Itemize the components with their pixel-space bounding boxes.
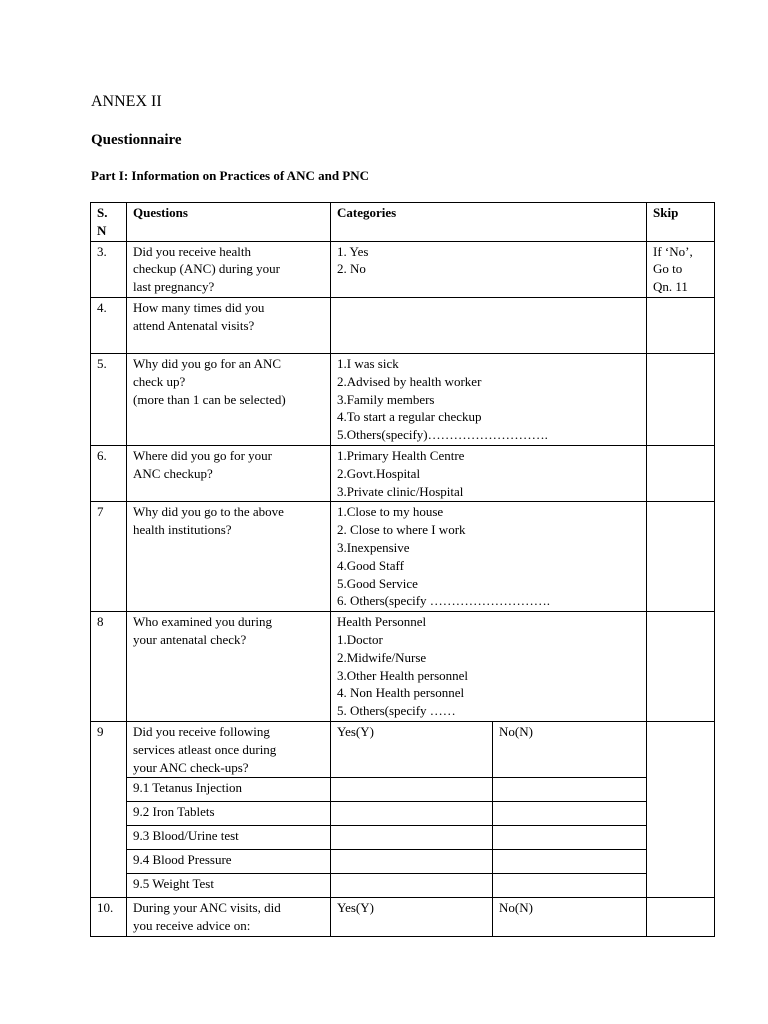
annex-heading: ANNEX II (91, 93, 162, 110)
table-row (91, 502, 715, 612)
question-line: Why did you go to the above (133, 504, 284, 520)
category-option: 5.Others(specify)………………………. (337, 427, 548, 443)
category-option: 2. Close to where I work (337, 522, 466, 538)
header-sn-line: N (97, 222, 107, 238)
row-categories (331, 445, 647, 501)
row-sn: 6. (91, 445, 127, 501)
category-option: 3.Private clinic/Hospital (337, 483, 464, 499)
no-cell (493, 874, 647, 898)
category-option: 5.Good Service (337, 575, 418, 591)
part-title: Part I: Information on Practices of ANC and PNC (91, 168, 370, 183)
header-sn (91, 203, 127, 242)
row-categories (331, 241, 647, 297)
category-option: 2. No (337, 261, 366, 277)
question-line: Where did you go for your (133, 447, 272, 463)
header-skip: Skip (647, 203, 715, 242)
row-sn: 7 (91, 502, 127, 612)
question-line: your ANC check-ups? (133, 759, 249, 775)
row-question (127, 445, 331, 501)
question-line: checkup (ANC) during your (133, 261, 280, 277)
row-question (127, 353, 331, 445)
question-line: Why did you go for an ANC (133, 355, 282, 371)
category-option: 2.Advised by health worker (337, 373, 482, 389)
service-item: 9.4 Blood Pressure (127, 850, 331, 874)
category-option: 4.To start a regular checkup (337, 409, 482, 425)
question-line: your antenatal check? (133, 631, 247, 647)
category-option: 3.Family members (337, 391, 435, 407)
row-skip (647, 241, 715, 297)
question-line: During your ANC visits, did (133, 900, 281, 916)
no-cell (493, 778, 647, 802)
question-line: Did you receive health (133, 243, 252, 259)
question-line: last pregnancy? (133, 279, 215, 295)
category-option: 2.Midwife/Nurse (337, 649, 427, 665)
table-header-row (91, 203, 715, 242)
row-skip (647, 297, 715, 353)
skip-instruction: Qn. 11 (653, 279, 688, 295)
category-option: 2.Govt.Hospital (337, 465, 421, 481)
row-categories (331, 297, 647, 353)
yes-cell (331, 802, 493, 826)
yes-cell (331, 778, 493, 802)
yes-cell (331, 874, 493, 898)
table-row (91, 297, 715, 353)
row-skip (647, 502, 715, 612)
question-line: Did you receive following (133, 723, 270, 739)
category-option: 5. Others(specify …… (337, 703, 456, 719)
question-line: (more than 1 can be selected) (133, 391, 286, 407)
service-row (91, 874, 715, 898)
category-option: 3.Inexpensive (337, 539, 410, 555)
yes-column-header: Yes(Y) (331, 721, 493, 777)
category-option: 1. Yes (337, 243, 369, 259)
row-skip (647, 612, 715, 722)
table-row (91, 612, 715, 722)
row-question (127, 502, 331, 612)
category-option: 3.Other Health personnel (337, 667, 469, 683)
row-question (127, 241, 331, 297)
category-option: Health Personnel (337, 614, 427, 630)
row-categories (331, 353, 647, 445)
service-row (91, 826, 715, 850)
header-sn-line: S. (97, 205, 108, 220)
skip-instruction: Go to (653, 261, 683, 277)
header-categories: Categories (331, 203, 647, 242)
table-row (91, 445, 715, 501)
row-question (127, 721, 331, 777)
no-cell (493, 802, 647, 826)
row-skip (647, 898, 715, 937)
service-item: 9.1 Tetanus Injection (127, 778, 331, 802)
row-categories (331, 612, 647, 722)
questionnaire-table (90, 202, 715, 937)
question-line: check up? (133, 373, 186, 389)
row-categories (331, 502, 647, 612)
row-question (127, 297, 331, 353)
table-row (91, 353, 715, 445)
no-column-header: No(N) (493, 721, 647, 777)
row-sn: 3. (91, 241, 127, 297)
yes-cell (331, 826, 493, 850)
service-item: 9.3 Blood/Urine test (127, 826, 331, 850)
row-sn: 10. (91, 898, 127, 937)
skip-instruction: If ‘No’, (653, 243, 693, 259)
category-option: 4. Non Health personnel (337, 685, 465, 701)
service-item: 9.5 Weight Test (127, 874, 331, 898)
row-sn: 5. (91, 353, 127, 445)
question-line: services atleast once during (133, 741, 277, 757)
row-sn: 9 (91, 721, 127, 897)
questionnaire-title: Questionnaire (91, 132, 182, 148)
no-cell (493, 826, 647, 850)
question-line: How many times did you (133, 299, 265, 315)
category-option: 6. Others(specify ………………………. (337, 593, 551, 609)
question-line: ANC checkup? (133, 465, 213, 481)
category-option: 4.Good Staff (337, 557, 404, 573)
question-line: you receive advice on: (133, 918, 251, 934)
row-skip (647, 445, 715, 501)
service-row (91, 850, 715, 874)
row-question (127, 612, 331, 722)
category-option: 1.Primary Health Centre (337, 447, 465, 463)
row-skip (647, 721, 715, 897)
category-option: 1.Doctor (337, 631, 383, 647)
question-line: health institutions? (133, 522, 232, 538)
no-column-header: No(N) (493, 898, 647, 937)
service-row (91, 802, 715, 826)
row-sn: 4. (91, 297, 127, 353)
question-line: attend Antenatal visits? (133, 317, 255, 333)
yes-column-header: Yes(Y) (331, 898, 493, 937)
service-item: 9.2 Iron Tablets (127, 802, 331, 826)
no-cell (493, 850, 647, 874)
header-questions: Questions (127, 203, 331, 242)
row-sn: 8 (91, 612, 127, 722)
table-row (91, 241, 715, 297)
category-option: 1.Close to my house (337, 504, 444, 520)
row-question (127, 898, 331, 937)
category-option: 1.I was sick (337, 355, 399, 371)
table-row (91, 721, 715, 777)
service-row (91, 778, 715, 802)
table-row (91, 898, 715, 937)
question-line: Who examined you during (133, 614, 272, 630)
row-skip (647, 353, 715, 445)
yes-cell (331, 850, 493, 874)
